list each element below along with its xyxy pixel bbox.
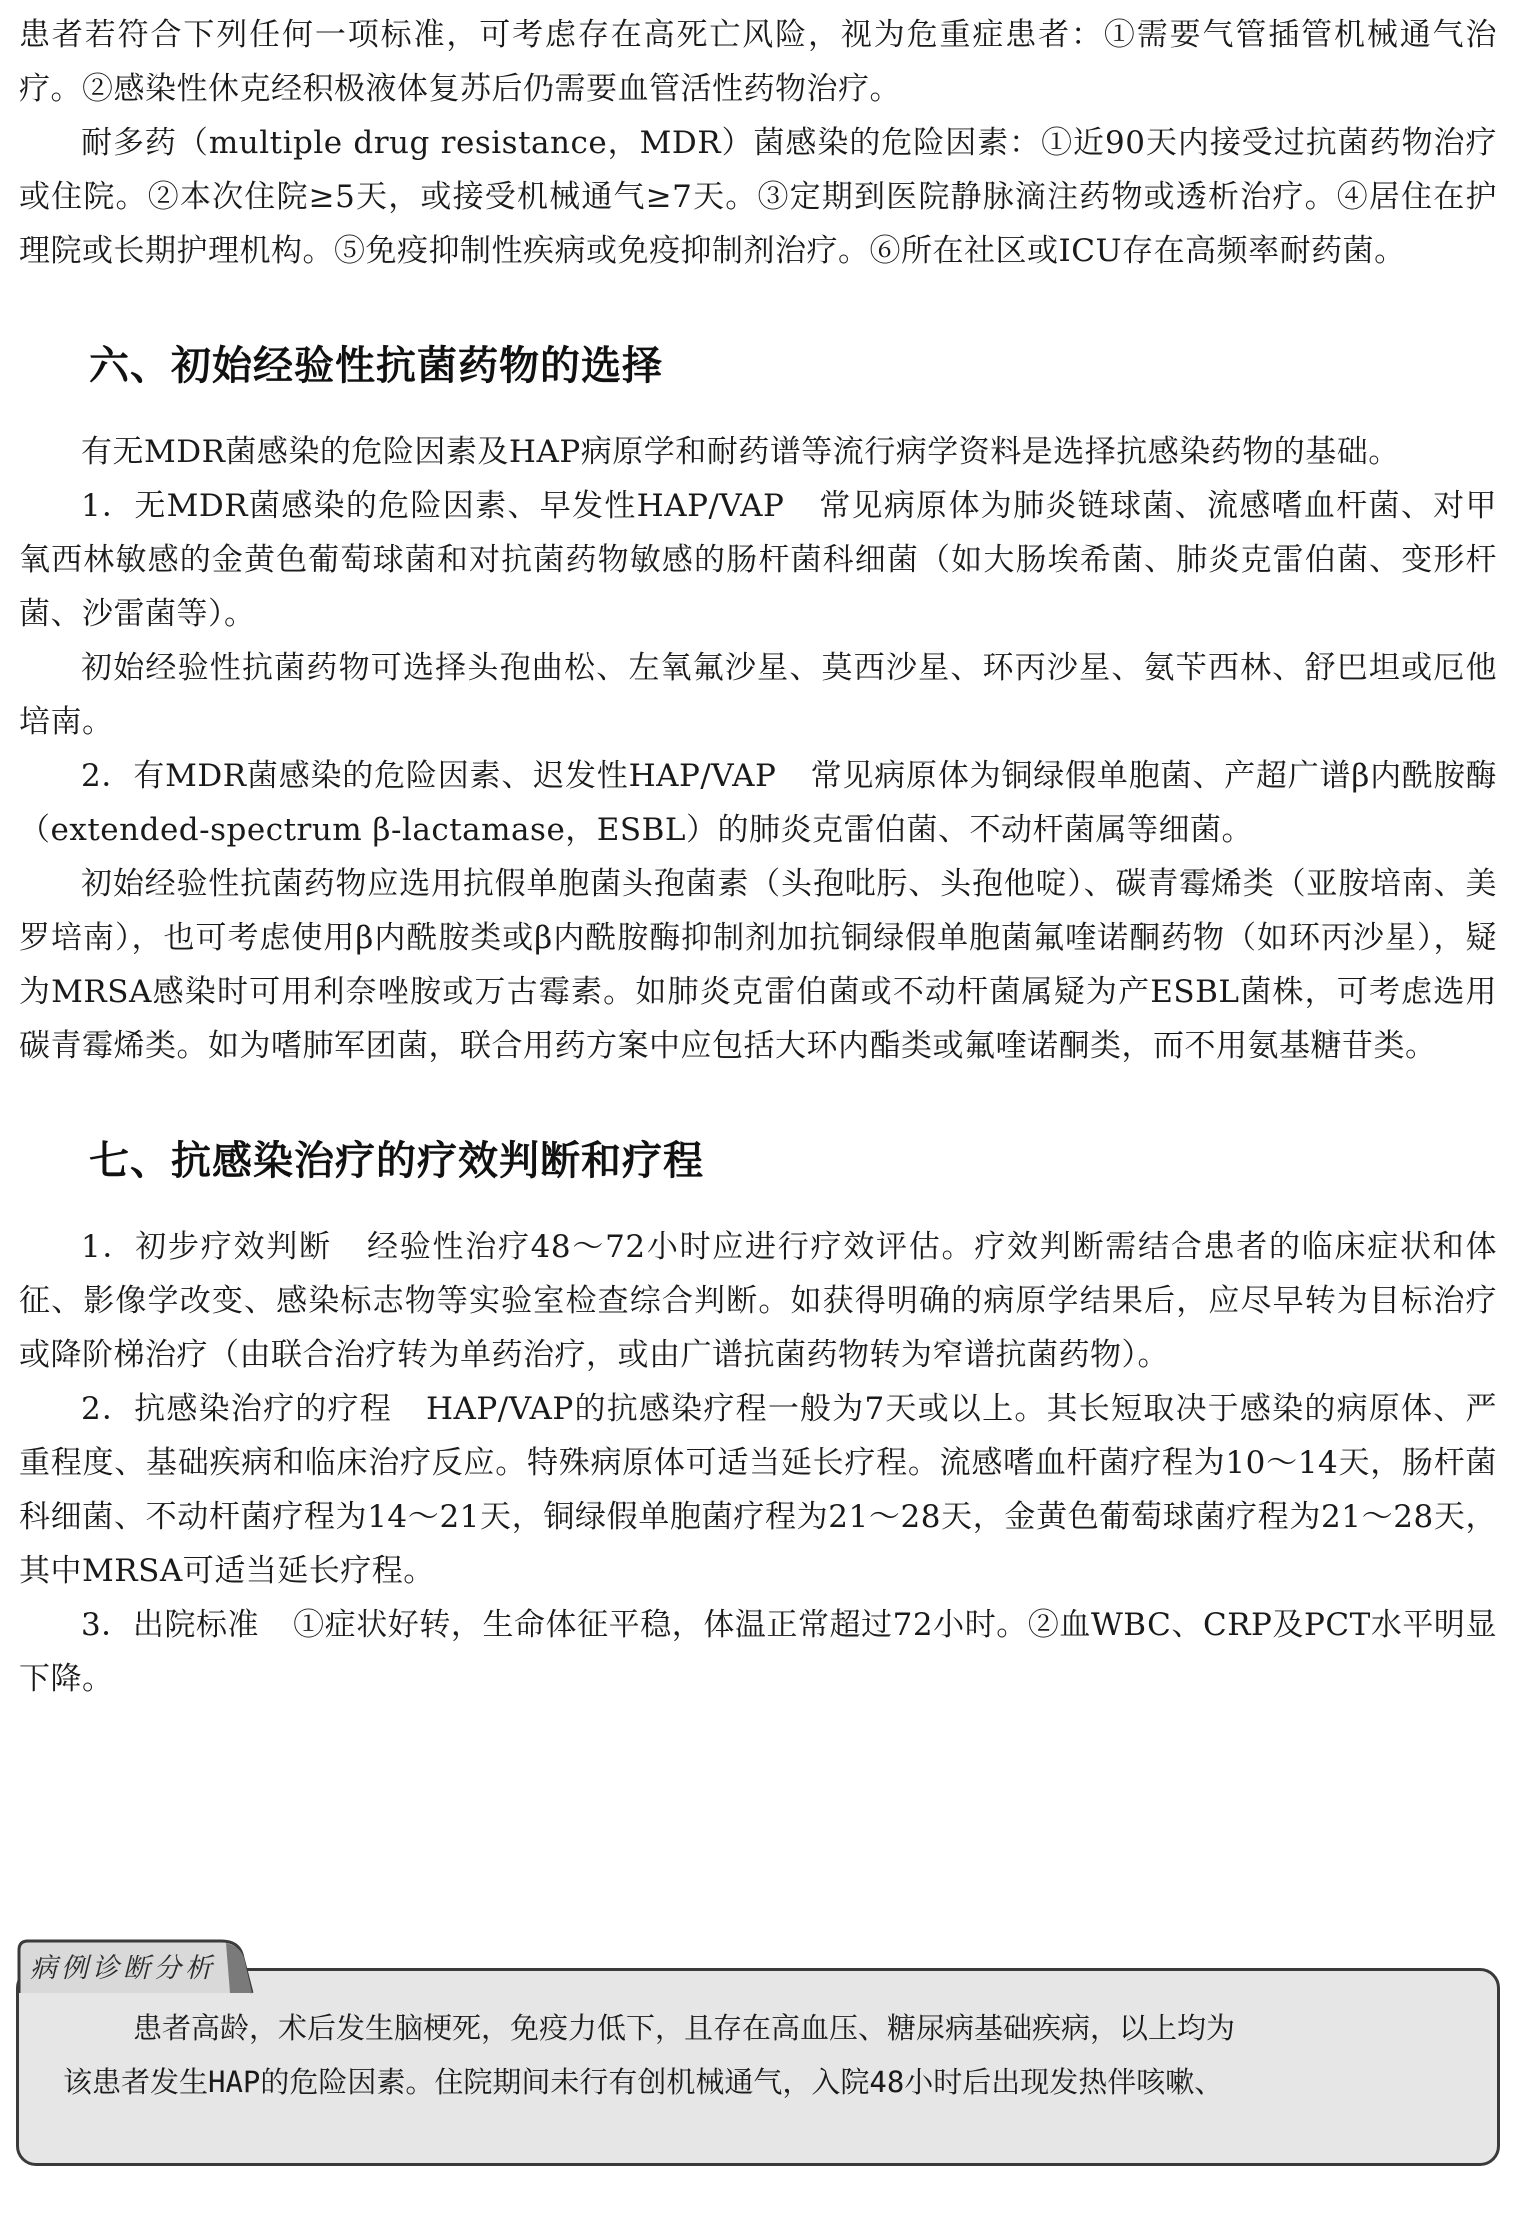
- case-analysis-box: [16, 1968, 1500, 2166]
- section7-item-3: [19, 1598, 1497, 1706]
- case-analysis-line-2: 该患者发生HAP的危险因素。住院期间未行有创机械通气，入院48小时后出现发热伴咳嗽、: [63, 2065, 1224, 2099]
- section6-item-2-title: 2．有MDR菌感染的危险因素、迟发性HAP/VAP: [81, 758, 777, 794]
- section6-item-1-body: 常见病原体为肺炎链球菌、流感嗜血杆菌、对甲氧西林敏感的金黄色葡萄球菌和对抗菌药物敏感的肠杆菌科细菌（如大肠埃希菌、肺炎克雷伯菌、变形杆菌、沙雷菌等）。: [19, 488, 1497, 632]
- section6-paragraph-3: 初始经验性抗菌药物可选择头孢曲松、左氧氟沙星、莫西沙星、环丙沙星、氨苄西林、舒巴坦或厄他培南。: [19, 650, 1497, 740]
- section7-item-1: [19, 1220, 1497, 1382]
- case-analysis-panel: [16, 1938, 1500, 2168]
- section7-item-1-title: 1．初步疗效判断: [81, 1229, 332, 1265]
- case-analysis-line-1: 患者高龄，术后发生脑梗死，免疫力低下，且存在高血压、糖尿病基础疾病，以上均为: [133, 2011, 1236, 2045]
- section6-item-1: [19, 479, 1497, 641]
- section6-item-1-title: 1．无MDR菌感染的危险因素、早发性HAP/VAP: [81, 488, 785, 524]
- section7-item-2-title: 2．抗感染治疗的疗程: [81, 1391, 392, 1427]
- section-heading-7: 七、抗感染治疗的疗效判断和疗程: [89, 1138, 704, 1184]
- section7-item-2-body: HAP/VAP的抗感染疗程一般为7天或以上。其长短取决于感染的病原体、严重程度、基础疾病和临床治疗反应。特殊病原体可适当延长疗程。流感嗜血杆菌疗程为10～14天，肠杆菌科细菌、不动杆菌疗程为14～21天，铜绿假单胞菌疗程为21～28天，金黄色葡萄球菌疗程为21～28天，其中MRSA可适当延长疗程。: [19, 1391, 1497, 1589]
- section7-item-1-body: 经验性治疗48～72小时应进行疗效评估。疗效判断需结合患者的临床症状和体征、影像学改变、感染标志物等实验室检查综合判断。如获得明确的病原学结果后，应尽早转为目标治疗或降阶梯治疗（由联合治疗转为单药治疗，或由广谱抗菌药物转为窄谱抗菌药物）。: [19, 1229, 1497, 1373]
- section7-item-3-title: 3．出院标准: [81, 1607, 260, 1643]
- section6-paragraph-1: 有无MDR菌感染的危险因素及HAP病原学和耐药谱等流行病学资料是选择抗感染药物的基础。: [81, 434, 1400, 470]
- case-analysis-tab-label: 病例诊断分析: [30, 1953, 216, 1984]
- section6-item-2: [19, 749, 1497, 857]
- section7-item-2: [19, 1382, 1497, 1598]
- section-heading-6: 六、初始经验性抗菌药物的选择: [89, 343, 663, 389]
- case-analysis-text: [63, 2001, 1463, 2109]
- intro-paragraph-1: 患者若符合下列任何一项标准，可考虑存在高死亡风险，视为危重症患者：①需要气管插管机械通气治疗。②感染性休克经积极液体复苏后仍需要血管活性药物治疗。: [19, 17, 1497, 107]
- document-body: [19, 8, 1497, 1706]
- section6-paragraph-5: 初始经验性抗菌药物应选用抗假单胞菌头孢菌素（头孢吡肟、头孢他啶）、碳青霉烯类（亚胺培南、美罗培南），也可考虑使用β内酰胺类或β内酰胺酶抑制剂加抗铜绿假单胞菌氟喹诺酮药物（如环丙沙星），疑为MRSA感染时可用利奈唑胺或万古霉素。如肺炎克雷伯菌或不动杆菌属疑为产ESBL菌株，可考虑选用碳青霉烯类。如为嗜肺军团菌，联合用药方案中应包括大环内酯类或氟喹诺酮类，而不用氨基糖苷类。: [19, 866, 1497, 1064]
- section7-item-3-body: ①症状好转，生命体征平稳，体温正常超过72小时。②血WBC、CRP及PCT水平明显下降。: [19, 1607, 1497, 1697]
- intro-paragraph-mdr: 耐多药（multiple drug resistance，MDR）菌感染的危险因素：①近90天内接受过抗菌药物治疗或住院。②本次住院≥5天，或接受机械通气≥7天。③定期到医院静脉滴注药物或透析治疗。④居住在护理院或长期护理机构。⑤免疫抑制性疾病或免疫抑制剂治疗。⑥所在社区或ICU存在高频率耐药菌。: [19, 125, 1497, 269]
- section6-item-2-body: 常见病原体为铜绿假单胞菌、产超广谱β内酰胺酶（extended-spectrum β-lactamase，ESBL）的肺炎克雷伯菌、不动杆菌属等细菌。: [19, 758, 1497, 848]
